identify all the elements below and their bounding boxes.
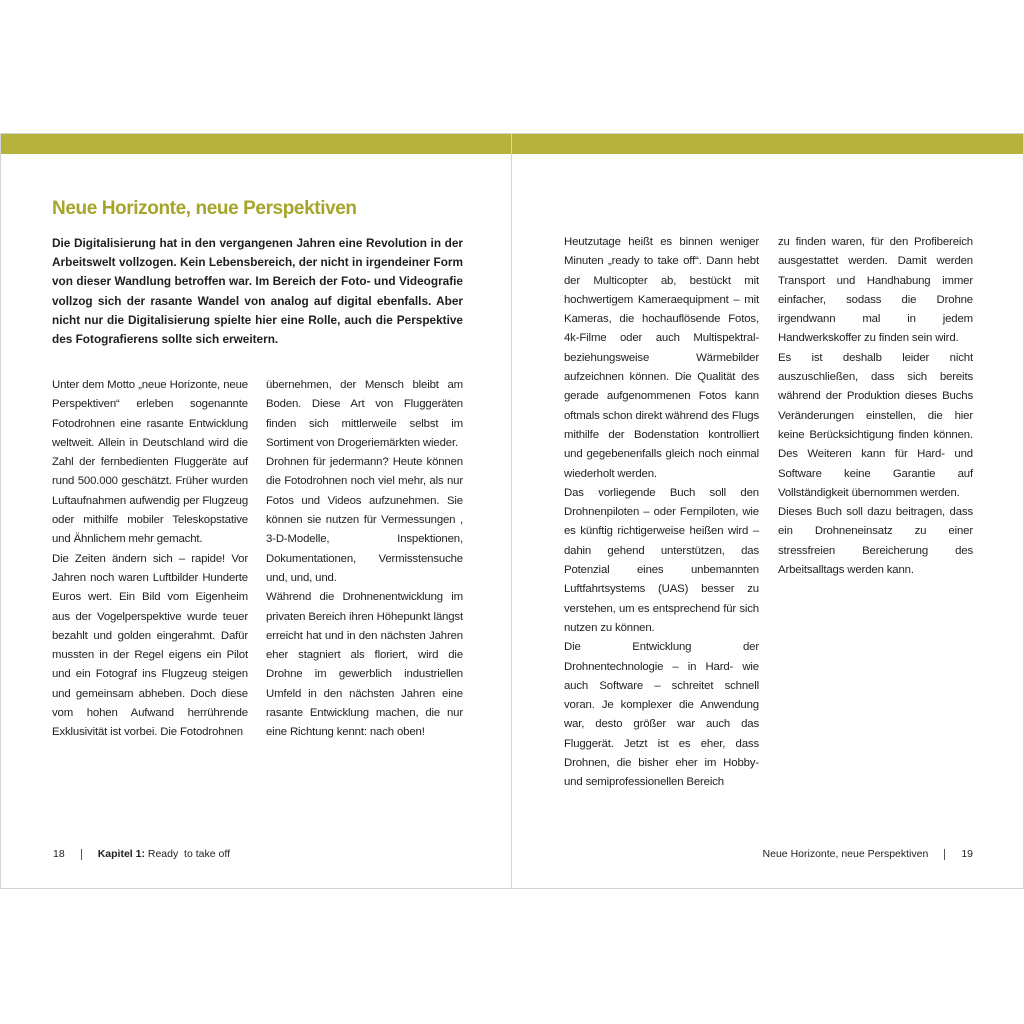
chapter-title: Ready to take off <box>147 848 230 860</box>
page-number: 19 <box>961 848 973 860</box>
paragraph: Während die Drohnenentwicklung im privaten Bereich ihren Höhepunkt längst erreicht hat und in den nächsten Jahren eher stagniert als floriert, wird die Drohne im gewerblich industriellen Umfeld in den nächsten Jahren eine rasante Entwicklung machen, die nur eine Richtung kennt: nach oben! <box>266 591 463 739</box>
text-column-2 <box>266 376 463 743</box>
section-title: Neue Horizonte, neue Perspektiven <box>762 848 929 860</box>
book-spread <box>0 133 1024 891</box>
text-column-4 <box>778 233 973 580</box>
left-page <box>0 133 512 889</box>
paragraph: Das vorliegende Buch soll den Drohnenpiloten – oder Fernpiloten, wie es künftig richtigerweise heißen wird – dahin gehend unterstützen, das Potenzial eines unbemannten Luftfahrtsystems (UAS) besser zu verstehen, um es entsprechend für sich nutzen zu können. <box>564 486 759 634</box>
right-footer <box>763 848 973 860</box>
paragraph: Heutzutage heißt es binnen weniger Minuten „ready to take off“. Dann hebt der Multicopter ab, bestückt mit hochwertigem Kameraequipment – mit Kameras, die hochauflösende Fotos, 4k-Filme oder auch Multispektral- beziehungsweise Wärmebilder aufzeichnen können. Die Qualität des gerade aufgenommenen Fotos kann oftmals schon direkt während des Flugs mithilfe der Bodenstation kontrolliert und gegebenenfalls gleich noch einmal wiederholt werden. <box>564 236 759 480</box>
paragraph: Es ist deshalb leider nicht auszuschließen, dass sich bereits während der Produktion dieses Buchs Veränderungen einstellen, die hier keine Berücksichtigung finden können. Des Weiteren kann für Hard- und Software keine Garantie auf Vollständigkeit übernommen werden. <box>778 351 973 499</box>
footer-divider <box>944 849 945 860</box>
paragraph: Die Zeiten ändern sich – rapide! Vor Jahren noch waren Luftbilder Hunderte Euros wert. Ein Bild vom Eigenheim aus der Vogelperspektive wurde teuer bezahlt und golden eingerahmt. Dafür mussten in der Regel eigens ein Pilot und ein Fotograf ins Flugzeug steigen und gemeinsam abheben. Doch diese vom hohen Aufwand herrührende Exklusivität ist vorbei. Die Fotodrohnen <box>52 552 248 739</box>
footer-divider <box>81 849 82 860</box>
paragraph: übernehmen, der Mensch bleibt am Boden. Diese Art von Fluggeräten finden sich mittlerweile selbst im Sortiment von Drogeriemärkten wieder. <box>266 379 463 449</box>
paragraph: Die Entwicklung der Drohnentechnologie – in Hard- wie auch Software – schreitet schnell voran. Je komplexer die Anwendung war, desto größer war auch das Fluggerät. Jetzt ist es eher, dass Drohnen, die bisher eher im Hobby- und semiprofessionellen Bereich <box>564 641 759 789</box>
text-column-3 <box>564 233 759 793</box>
chapter-label: Kapitel 1: <box>97 848 145 860</box>
right-page <box>511 133 1024 889</box>
paragraph: Dieses Buch soll dazu beitragen, dass ein Drohneneinsatz zu einer stressfreien Bereicherung des Arbeitsalltags werden kann. <box>778 506 973 577</box>
left-footer <box>53 848 230 860</box>
header-band <box>1 134 511 154</box>
page-title: Neue Horizonte, neue Perspektiven <box>52 198 357 219</box>
page-number: 18 <box>53 848 65 860</box>
paragraph: zu finden waren, für den Profibereich ausgestattet werden. Damit werden Transport und Handhabung immer einfacher, sodass die Drohne irgendwann mal in jedem Handwerkskoffer zu finden sein wird. <box>778 236 973 345</box>
lead-paragraph: Die Digitalisierung hat in den vergangenen Jahren eine Revolution in der Arbeitswelt vollzogen. Kein Lebensbereich, der nicht in irgendeiner Form von dieser Wandlung betroffen war. Im Bereich der Foto- und Videografie vollzog sich der rasante Wandel von analog auf digital ebenfalls. Aber nicht nur die Digitalisierung spielte hier eine Rolle, auch die Perspektive des Fotografierens sollte sich erweitern. <box>52 236 463 347</box>
header-band <box>512 134 1023 154</box>
paragraph: Unter dem Motto „neue Horizonte, neue Perspektiven“ erleben sogenannte Fotodrohnen eine rasante Entwicklung weltweit. Allein in Deutschland wird die Zahl der fernbedienten Fluggeräte auf rund 500.000 geschätzt. Früher wurden Luftaufnahmen aufwendig per Flugzeug oder mithilfe mobiler Teleskopstative und Ähnlichem mehr gemacht. <box>52 379 248 546</box>
paragraph: Drohnen für jedermann? Heute können die Fotodrohnen noch viel mehr, als nur Fotos und Videos aufzunehmen. Sie können sie nutzen für Vermessungen , 3-D-Modelle, Inspektionen, Dokumentationen, Vermisstensuche und, und, und. <box>266 456 463 584</box>
text-column-1 <box>52 376 248 743</box>
